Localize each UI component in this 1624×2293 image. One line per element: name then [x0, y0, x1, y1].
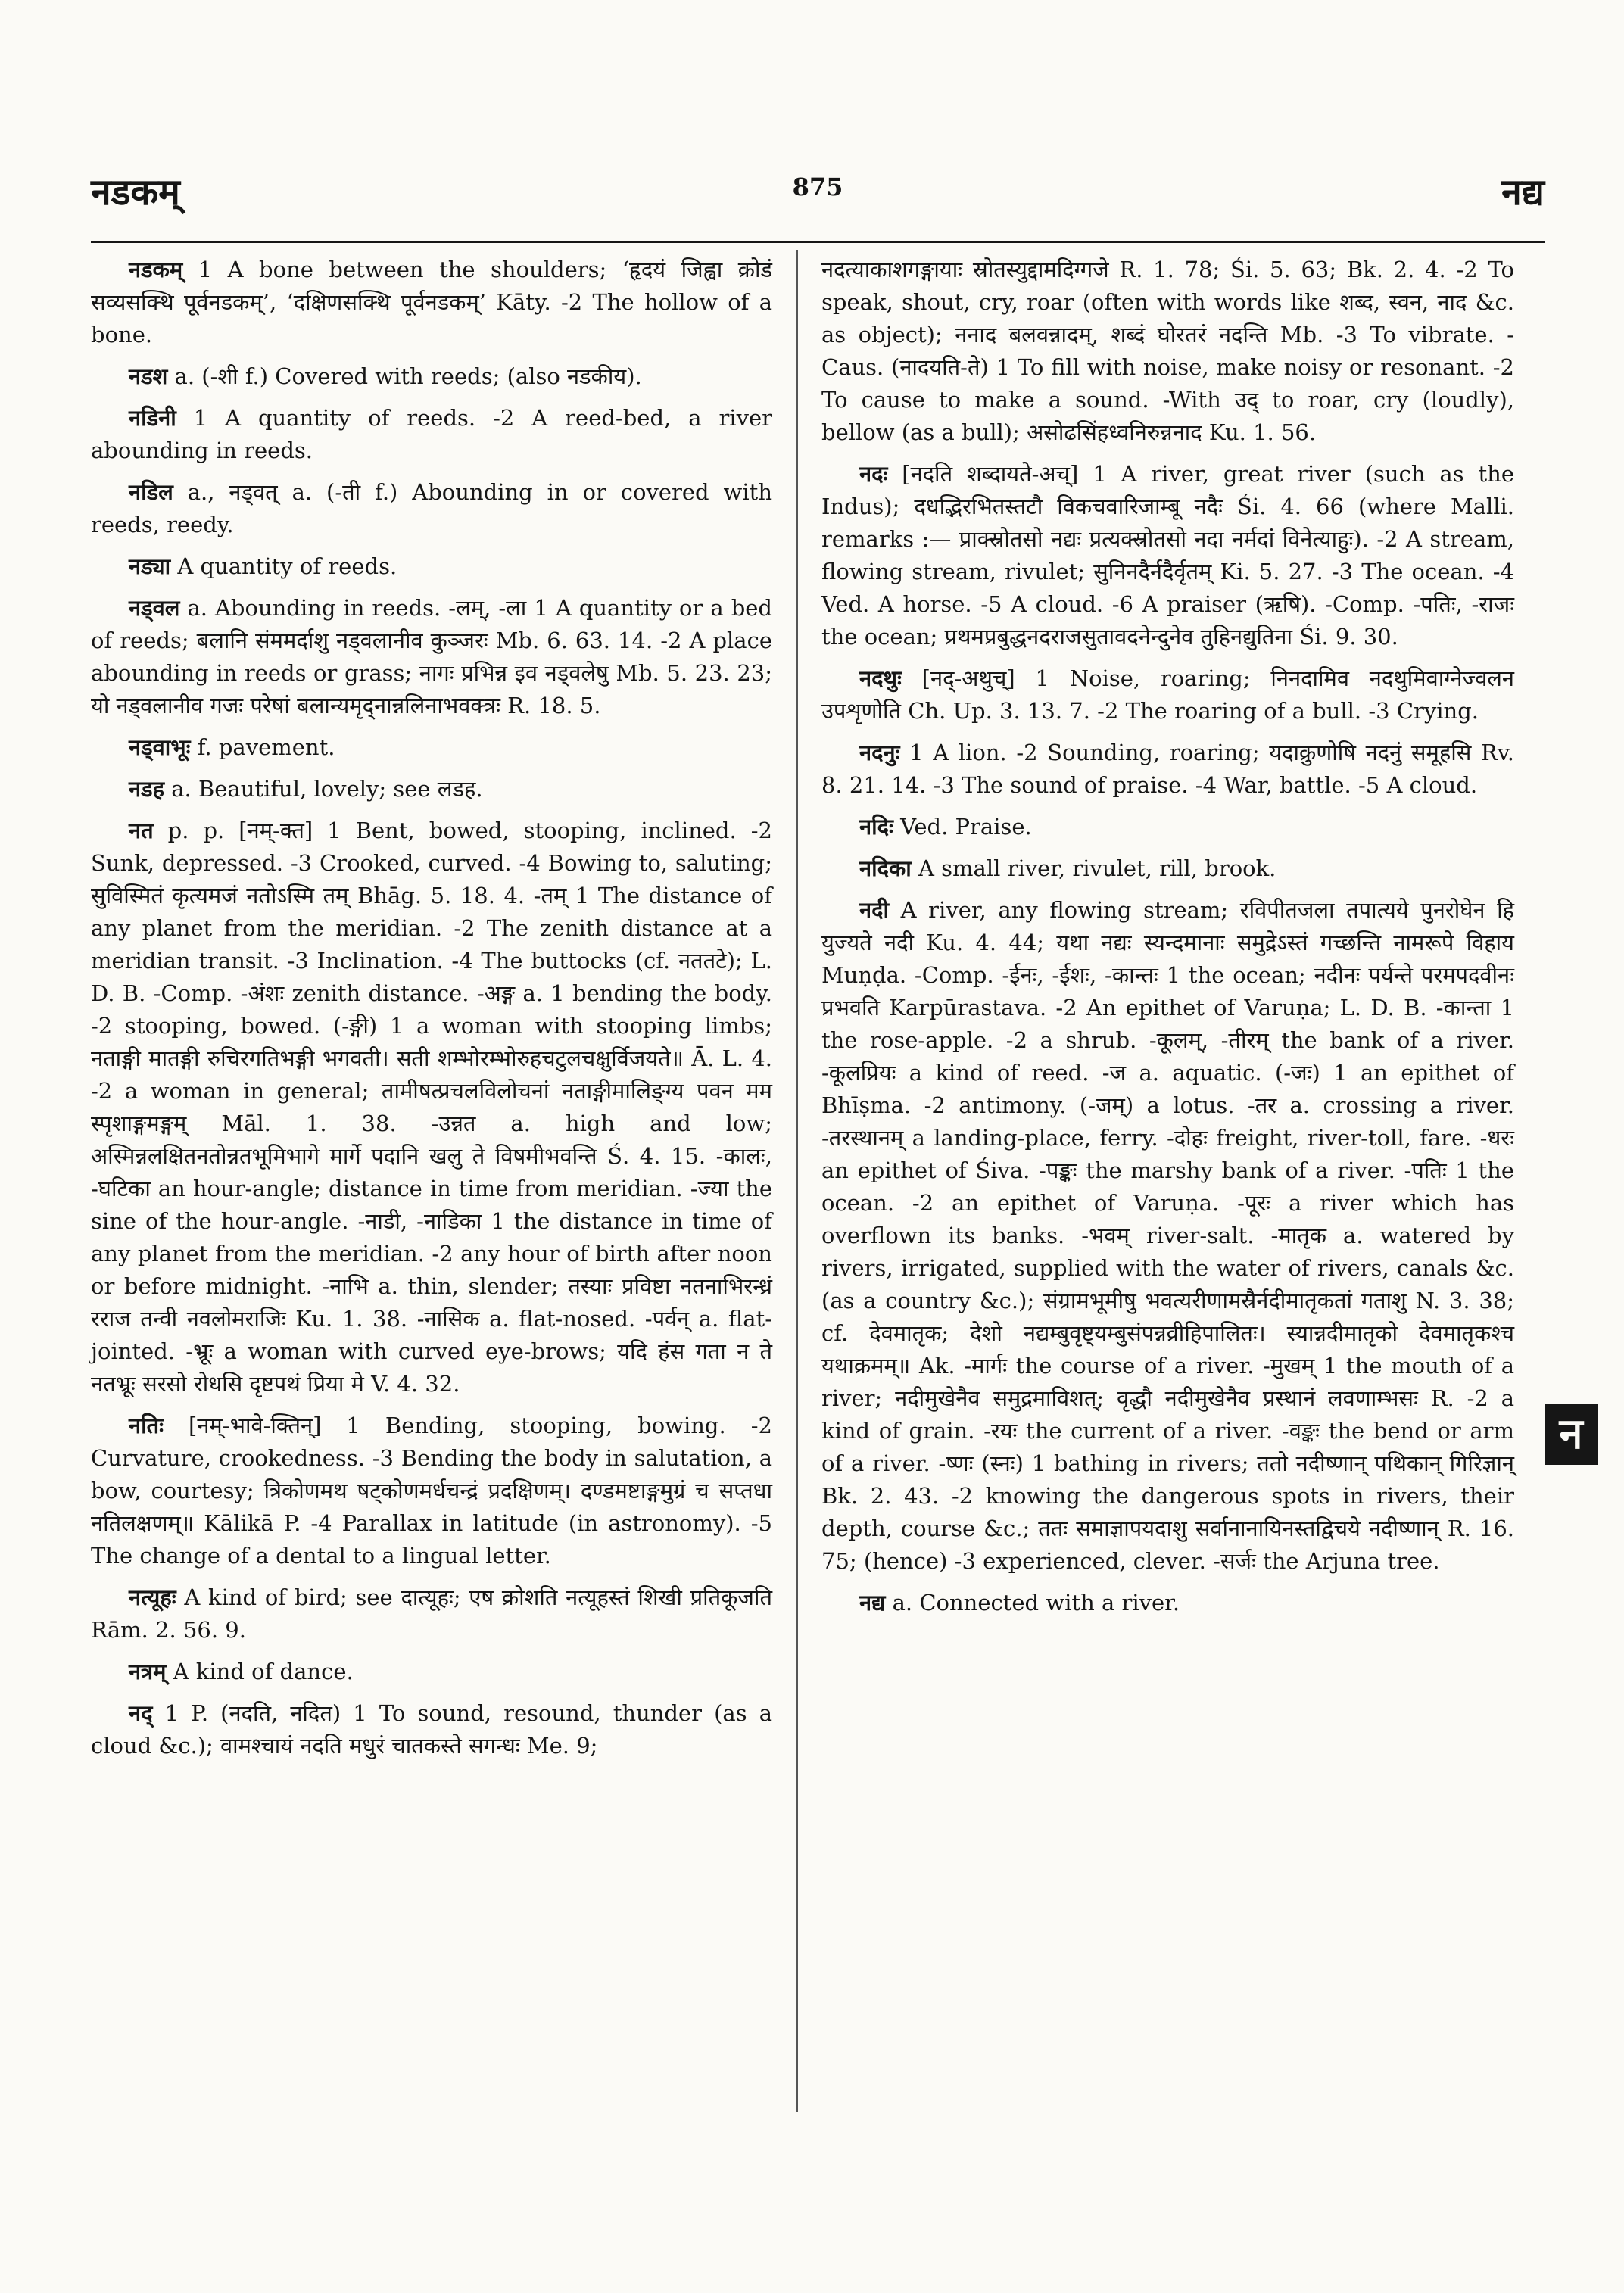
page-number: 875 — [792, 173, 843, 201]
entry-definition: Ved. Praise. — [893, 814, 1032, 840]
entry-definition: 1 P. (नदति, नदित) 1 To sound, resound, thunder (as a cloud &c.); वामश्चायं नदति मधुरं चातकस्ते सगन्धः Me. 9; — [91, 1700, 772, 1759]
entry-headword: नद् — [129, 1700, 153, 1726]
dictionary-entry — [91, 254, 772, 351]
entry-headword: नड्या — [129, 553, 171, 579]
dictionary-entry — [821, 458, 1514, 653]
entry-headword: नत — [129, 818, 154, 843]
dictionary-entry — [821, 811, 1514, 843]
entry-definition: f. pavement. — [190, 734, 335, 760]
right-running-headword: नद्य — [1501, 171, 1545, 213]
entry-headword: नदनुः — [859, 740, 900, 765]
entry-definition: A kind of dance. — [166, 1659, 354, 1684]
dictionary-entry — [91, 815, 772, 1400]
entry-headword: नदी — [859, 897, 890, 923]
entry-definition: 1 A bone between the shoulders; ‘हृदयं जिह्वा क्रोडं सव्यसक्थि पूर्वनडकम्’, ‘दक्षिणसक्थि पूर्वनडकम्’ Kāty. -2 The hollow of a bone. — [91, 257, 772, 347]
entry-headword: नडश — [129, 363, 168, 389]
entry-headword: नड्वाभूः — [129, 734, 191, 760]
column-divider — [796, 250, 798, 2112]
dictionary-entry — [821, 852, 1514, 885]
entry-definition: नदत्याकाशगङ्गायाः स्रोतस्युद्दामदिग्गजे R. 1. 78; Śi. 5. 63; Bk. 2. 4. -2 To speak, shout, cry, roar (often with words like शब्द, स्वन, नाद &c. as object); ननाद बलवन्नादम्, शब्दं घोरतरं नदन्ति Mb. -3 To vibrate. -Caus. (नादयति-ते) 1 To fill with noise, make noisy or resonant. -2 To cause to make a sound. -With उद् to roar, cry (loudly), bellow (as a bull); असोढसिंहध्वनिरुन्ननाद Ku. 1. 56. — [821, 257, 1514, 445]
entry-headword: नदथुः — [859, 665, 902, 691]
entry-headword: नदिः — [859, 814, 893, 840]
entry-headword: नतिः — [129, 1413, 164, 1438]
dictionary-entry — [91, 773, 772, 805]
entry-headword: नत्रम् — [129, 1659, 167, 1684]
entry-definition: A small river, rivulet, rill, brook. — [911, 855, 1276, 881]
entry-headword: नदः — [859, 461, 888, 487]
page-header — [91, 167, 1545, 235]
dictionary-entry — [91, 1410, 772, 1572]
entry-headword: नत्यूहः — [129, 1584, 176, 1610]
entry-definition: p. p. [नम्-क्त] 1 Bent, bowed, stooping, inclined. -2 Sunk, depressed. -3 Crooked, curved. -4 Bowing to, saluting; सुविस्मितं कृत्यमजं नतोऽस्मि तम् Bhāg. 5. 18. 4. -तम् 1 The distance of any planet from the meridian. -2 The zenith distance at a meridian transit. -3 Inclination. -4 The buttocks (cf. नततटे); L. D. B. -Comp. -अंशः zenith distance. -अङ्ग a. 1 bending the body. -2 stooping, bowed. (-ङ्गी) 1 a woman with stooping limbs; नताङ्गी मातङ्गी रुचिरगतिभङ्गी भगवती। सती शम्भोरम्भोरुहचटुलचक्षुर्विजयते॥ Ā. L. 4. -2 a woman in general; तामीषत्प्रचलविलोचनां नताङ्गीमालिङ्ग्य पवन मम स्पृशाङ्गमङ्गम् Māl. 1. 38. -उन्नत a. high and low; अस्मिन्नलक्षितनतोन्नतभूमिभागे मार्गे पदानि खलु ते विषमीभवन्ति Ś. 4. 15. -कालः, -घटिका an hour-angle; distance in time from meridian. -ज्या the sine of the hour-angle. -नाडी, -नाडिका 1 the distance in time of any planet from the meridian. -2 any hour of birth after noon or before midnight. -नाभि a. thin, slender; तस्याः प्रविष्टा नतनाभिरन्ध्रं रराज तन्वी नवलोमराजिः Ku. 1. 38. -नासिक a. flat-nosed. -पर्वन् a. flat-jointed. -भ्रूः a woman with curved eye-brows; यदि हंस गता न ते नतभ्रूः सरसो रोधसि दृष्टपथं प्रिया मे V. 4. 32. — [91, 818, 772, 1397]
entry-definition: 1 A lion. -2 Sounding, roaring; यदाक्रुणोषि नदनुं समूहसि Rv. 8. 21. 14. -3 The sound of praise. -4 War, battle. -5 A cloud. — [821, 740, 1514, 798]
entry-definition: a. Beautiful, lovely; see लडह. — [164, 776, 483, 802]
dictionary-entry — [91, 402, 772, 467]
header-rule — [91, 241, 1545, 243]
dictionary-entry — [91, 592, 772, 722]
letter-thumb-index: न — [1545, 1404, 1598, 1465]
entry-definition: a., नड्वत् a. (-ती f.) Abounding in or covered with reeds, reedy. — [91, 479, 772, 537]
dictionary-entry — [821, 894, 1514, 1578]
dictionary-entry — [91, 1697, 772, 1762]
entry-definition: A kind of bird; see दात्यूहः; एष क्रोशति नत्यूहस्तं शिखी प्रतिकूजति Rām. 2. 56. 9. — [91, 1584, 772, 1643]
dictionary-entry — [91, 1581, 772, 1647]
dictionary-entry — [821, 254, 1514, 449]
entry-headword: नडकम् — [129, 257, 183, 282]
dictionary-entry — [91, 550, 772, 583]
left-running-headword: नडकम् — [91, 171, 180, 213]
entry-headword: नडिनी — [129, 405, 176, 431]
entry-definition: [नम्-भावे-क्तिन्] 1 Bending, stooping, bowing. -2 Curvature, crookedness. -3 Bending the body in salutation, a bow, courtesy; त्रिकोणमथ षट्कोणमर्धचन्द्रं प्रदक्षिणम्। दण्डमष्टाङ्गमुग्रं च सप्तधा नतिलक्षणम्॥ Kālikā P. -4 Parallax in latitude (in astronomy). -5 The change of a dental to a lingual letter. — [91, 1413, 772, 1569]
entry-headword: नडह — [129, 776, 165, 802]
dictionary-entry — [91, 476, 772, 541]
dictionary-entry — [821, 737, 1514, 802]
entry-headword: नद्य — [859, 1590, 886, 1615]
entry-definition: a. Connected with a river. — [885, 1590, 1180, 1615]
right-column — [821, 254, 1514, 1628]
entry-definition: a. (-शी f.) Covered with reeds; (also नडकीय). — [167, 363, 642, 389]
entry-headword: नडिल — [129, 479, 173, 505]
dictionary-entry — [91, 1656, 772, 1688]
entry-definition: A quantity of reeds. — [170, 553, 397, 579]
dictionary-entry — [91, 360, 772, 393]
entry-definition: a. Abounding in reeds. -लम्, -ला 1 A quantity or a bed of reeds; बलानि संममर्दाशु नड्वलानीव कुञ्जरः Mb. 6. 63. 14. -2 A place abounding in reeds or grass; नागः प्रभिन्न इव नड्वलेषु Mb. 5. 23. 23; यो नड्वलानीव गजः परेषां बलान्यमृद्नान्नलिनाभवक्त्रः R. 18. 5. — [91, 595, 772, 718]
dictionary-entry — [821, 662, 1514, 727]
entry-headword: नदिका — [859, 855, 912, 881]
dictionary-entry — [91, 731, 772, 764]
entry-headword: नड्वल — [129, 595, 180, 621]
entry-definition: [नद्-अथुच्] 1 Noise, roaring; निनदामिव नदथुमिवाग्नेज्वलन उपशृणोति Ch. Up. 3. 13. 7. -2 The roaring of a bull. -3 Crying. — [821, 665, 1514, 724]
entry-definition: [नदति शब्दायते-अच्] 1 A river, great river (such as the Indus); दधद्भिरभितस्तटौ विकचवारिजाम्बू नदैः Śi. 4. 66 (where Malli. remarks :— प्राक्स्रोतसो नद्यः प्रत्यक्स्रोतसो नदा नर्मदां विनेत्याहुः). -2 A stream, flowing stream, rivulet; सुनिनदैर्नदैर्वृतम् Ki. 5. 27. -3 The ocean. -4 Ved. A horse. -5 A cloud. -6 A praiser (ऋषि). -Comp. -पतिः, -राजः the ocean; प्रथमप्रबुद्धनदराजसुतावदनेन्दुनेव तुहिनद्युतिना Śi. 9. 30. — [821, 461, 1514, 650]
entry-definition: A river, any flowing stream; रविपीतजला तपात्यये पुनरोघेन हि युज्यते नदी Ku. 4. 44; यथा नद्यः स्यन्दमानाः समुद्रेऽस्तं गच्छन्ति नामरूपे विहाय Muṇḍa. -Comp. -ईनः, -ईशः, -कान्तः 1 the ocean; नदीनः पर्यन्ते परमपदवीनः प्रभवति Karpūrastava. -2 An epithet of Varuṇa; L. D. B. -कान्ता 1 the rose-apple. -2 a shrub. -कूलम्, -तीरम् the bank of a river. -कूलप्रियः a kind of reed. -ज a. aquatic. (-जः) 1 an epithet of Bhīṣma. -2 antimony. (-जम्) a lotus. -तर a. crossing a river. -तरस्थानम् a landing-place, ferry. -दोहः freight, river-toll, fare. -धरः an epithet of Śiva. -पङ्कः the marshy bank of a river. -पतिः 1 the ocean. -2 an epithet of Varuṇa. -पूरः a river which has overflown its banks. -भवम् river-salt. -मातृक a. watered by rivers, irrigated, supplied with the water of rivers, canals &c. (as a country &c.); संग्रामभूमीषु भवत्यरीणामस्रैर्नदीमातृकतां गताशु N. 3. 38; cf. देवमातृक; देशो नद्यम्बुवृष्ट्यम्बुसंपन्नव्रीहिपालितः। स्यान्नदीमातृको देवमातृकश्च यथाक्रमम्॥ Ak. -मार्गः the course of a river. -मुखम् 1 the mouth of a river; नदीमुखेनैव समुद्रमाविशत्; वृद्धौ नदीमुखेनैव प्रस्थानं लवणाम्भसः R. -2 a kind of grain. -रयः the current of a river. -वङ्कः the bend or arm of a river. -ष्णः (स्नः) 1 bathing in rivers; ततो नदीष्णान् पथिकान् गिरिज्ञान् Bk. 2. 43. -2 knowing the dangerous spots in rivers, their depth, course &c.; ततः समाज्ञापयदाशु सर्वानानायिनस्तद्विचये नदीष्णान् R. 16. 75; (hence) -3 experienced, clever. -सर्जः the Arjuna tree. — [821, 897, 1514, 1574]
dictionary-entry — [821, 1587, 1514, 1619]
left-column — [91, 254, 772, 1771]
entry-definition: 1 A quantity of reeds. -2 A reed-bed, a river abounding in reeds. — [91, 405, 772, 463]
